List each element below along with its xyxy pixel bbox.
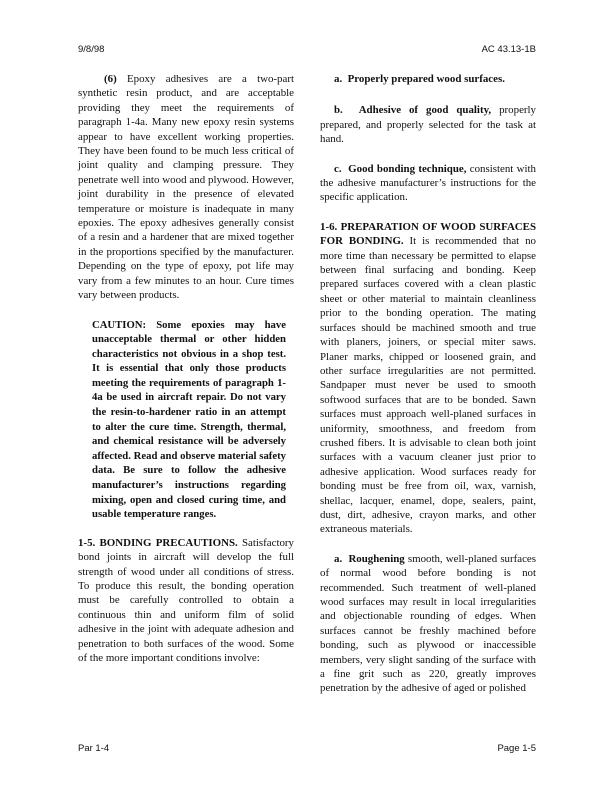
caution-block: CAUTION: Some epoxies may have unacceptable thermal or other hidden characteristics not obvious in a shop test. It is essential that only those products meeting the requirements of paragraph 1-4a be used in aircraft repair. Do not vary the resin-to-hardener ratio in an attempt to alter the cure time. Strength, thermal, and chemical resistance will be adversely affected. Read and observe material safety data. Be sure to follow the adhesive manufacturer’s instructions regarding mixing, open and closed curing time, and usable temperature ranges. bbox=[92, 318, 286, 521]
item-heading: Properly prepared wood surfaces. bbox=[347, 73, 505, 85]
item-text: consistent with the adhesive manufacturer’s instructions for the specific application. bbox=[320, 162, 536, 204]
header-date: 9/8/98 bbox=[78, 44, 105, 55]
section-text: Satisfactory bond joints in aircraft will develop the full strength of wood under all conditions of stress. To produce this result, the bonding operation must be carefully controlled to obtain a continuous thin and uniform film of solid adhesive in the joint with adequate adhesion and penetration to both surfaces of the wood. Some of the more important conditions involve: bbox=[78, 536, 295, 665]
footer-page-number: Page 1-5 bbox=[497, 743, 536, 754]
item-b bbox=[320, 103, 536, 146]
item-heading: Roughening bbox=[348, 552, 405, 565]
item-label: a. bbox=[334, 73, 343, 85]
item-c bbox=[320, 162, 536, 205]
header-doc-id: AC 43.13-1B bbox=[481, 44, 536, 55]
section-heading: 1-6. PREPARATION OF WOOD SURFACES FOR BONDING. bbox=[320, 220, 536, 248]
right-column bbox=[320, 72, 536, 711]
paragraph-text: Epoxy adhesives are a two-part synthetic resin product, and are acceptable providing they meet the requirements of paragraph 1-4a. Many new epoxy resin systems appear to have excellent working properties. They have been found to be much less critical of joint quality and clamping pressure. They penetrate well into wood and plywood. However, joint durability in the presence of elevated temperature or moisture is inadequate in many epoxies. The epoxy adhesives generally consist of a resin and a hardener that are mixed together in the proportions specified by the manufacturer. Depending on the type of epoxy, pot life may vary from a few minutes to an hour. Cure times vary between products. bbox=[78, 73, 294, 302]
item-label: a. bbox=[334, 552, 343, 565]
paragraph-number: (6) bbox=[104, 73, 117, 85]
item-text: smooth, well-planed surfaces of normal wood before bonding is not recommended. Such treatment of well-planed wood surfaces may result in local irregularities and objectionable rounding of edges. When surfaces cannot be freshly machined before bonding, such as plywood or inaccessible members, very slight sanding of the surface with a fine grit such as 220, greatly improves penetration by the adhesive of aged or polished bbox=[320, 552, 536, 695]
footer-paragraph-ref: Par 1-4 bbox=[78, 743, 110, 754]
item-1-6-a bbox=[320, 552, 536, 696]
section-text: It is recommended that no more time than necessary be permitted to elapse between final surfacing and bonding. Keep prepared surfaces covered with a clean plastic sheet or other material to maintain cleanliness prior to the bonding operation. The mating surfaces should be machined smooth and true with planers, joiners, or special miter saws. Planer marks, chipped or loosened grain, and other surface irregularities are not permitted. Sandpaper must never be used to smooth softwood surfaces that are to be bonded. Sawn surfaces must approach well-planed surfaces in uniformity, smoothness, and freedom from crushed fibers. It is advisable to clean both joint surfaces with a vacuum cleaner just prior to adhesive application. Wood surfaces ready for bonding must be free from oil, wax, varnish, shellac, lacquer, enamel, dope, sealers, paint, dust, dirt, adhesive, crayon marks, and other extraneous materials. bbox=[320, 235, 536, 536]
left-column bbox=[78, 72, 294, 680]
item-heading: Adhesive of good quality, bbox=[358, 104, 492, 117]
item-a bbox=[320, 72, 536, 86]
section-1-6 bbox=[320, 220, 536, 537]
item-label: b. bbox=[334, 104, 343, 117]
item-label: c. bbox=[334, 162, 342, 175]
section-heading: 1-5. BONDING PRECAUTIONS. bbox=[78, 536, 238, 549]
item-text: properly prepared, and properly selected for the task at hand. bbox=[320, 104, 536, 146]
paragraph-epoxy bbox=[78, 72, 294, 303]
section-1-5 bbox=[78, 536, 294, 666]
item-heading: Good bonding technique, bbox=[348, 162, 467, 175]
